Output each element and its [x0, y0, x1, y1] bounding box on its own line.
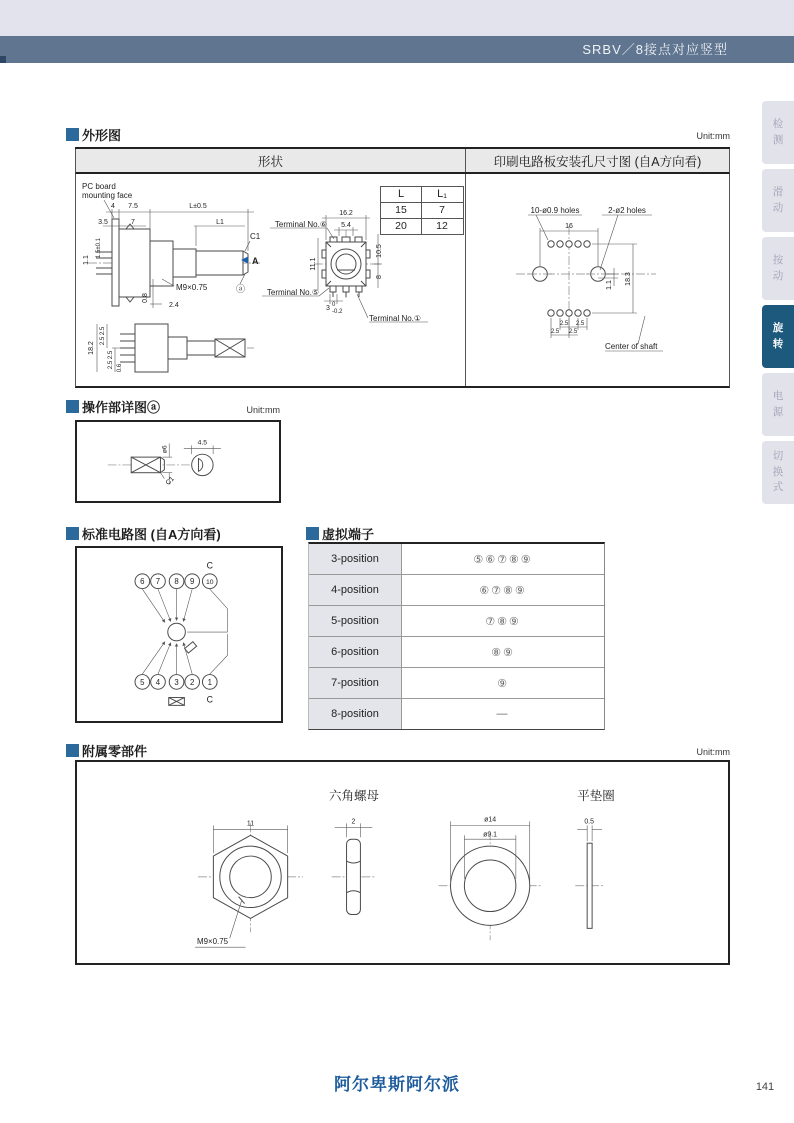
dim-L: L±0.5: [189, 203, 207, 210]
section-operation-title: 操作部详图ⓐ: [82, 399, 161, 415]
table-row: 5-position ⑦⑧⑨: [309, 606, 604, 637]
section-square-icon: [66, 744, 79, 757]
dim-10-5: 10.5: [376, 244, 383, 258]
band-corner-mark: [0, 56, 6, 63]
svg-text:7: 7: [155, 577, 161, 587]
dim-2-5-p2: 2.5: [575, 321, 585, 327]
dim-phi14: ø14: [484, 816, 497, 824]
section-square-icon: [66, 128, 79, 141]
tab-inspect[interactable]: 检测: [762, 101, 794, 164]
dim-c1-operation: C1: [164, 475, 176, 487]
tab-power[interactable]: 电源: [762, 373, 794, 436]
outline-table: [75, 147, 730, 388]
nut-thread-label: M9×0.75: [197, 937, 229, 947]
table-row: 6-position ⑧⑨: [309, 637, 604, 668]
dim-2-5-p1: 2.5: [559, 321, 569, 327]
dim-7: 7: [131, 219, 135, 226]
tab-slide[interactable]: 滑动: [762, 169, 794, 232]
tab-rotary-active[interactable]: 旋转: [762, 305, 794, 368]
dim-2-5-c: 2.5: [108, 350, 114, 360]
unit-label-operation: Unit:mm: [246, 405, 280, 415]
dim-2-5-d: 2.5: [108, 360, 114, 370]
common-bottom-label: C: [206, 694, 213, 705]
dim-16: 16: [565, 223, 573, 230]
small-holes-label: 10-ø0.9 holes: [530, 206, 580, 215]
dim-3-tol-top: 0: [332, 302, 336, 308]
table-row: 4-position ⑥⑦⑧⑨: [309, 575, 604, 606]
side-tab-bar: [762, 101, 794, 509]
dim-phi6: ø6: [161, 445, 169, 454]
dim-8: 8: [376, 275, 383, 279]
section-square-icon: [66, 527, 79, 540]
col-header-shape: 形状: [76, 149, 466, 172]
section-circuit-header: [66, 526, 221, 540]
dim-1-5: 1.5±0.1: [96, 238, 102, 258]
dim-4: 4: [111, 203, 115, 210]
l-table-row: 20 12: [381, 218, 463, 234]
tab-switch[interactable]: 切换式: [762, 441, 794, 504]
nut-title: 六角螺母: [328, 789, 379, 803]
circuit-drawing: [77, 548, 281, 721]
washer-side: [575, 818, 604, 928]
dim-2-5-a: 2.5: [100, 326, 106, 336]
section-square-icon: [306, 527, 319, 540]
terminal-1-label: Terminal No.①: [369, 314, 422, 323]
terminal-5-label: Terminal No.⑤: [266, 288, 319, 297]
operation-detail-box: [75, 420, 281, 503]
hex-nut-side: [332, 818, 376, 914]
operation-detail-drawing: [77, 422, 279, 501]
section-circuit-title: 标准电路图 (自A方向看): [82, 526, 221, 542]
hex-nut-front: [195, 820, 303, 947]
svg-text:1: 1: [207, 677, 212, 687]
pc-board-label-1: PC board: [82, 182, 116, 191]
pcb-hole-drawing: [466, 174, 730, 386]
big-holes-label: 2-ø2 holes: [608, 206, 646, 215]
dim-2: 2: [351, 818, 356, 826]
tab-push[interactable]: 按动: [762, 237, 794, 300]
section-operation-header: [66, 399, 160, 413]
dim-11: 11: [246, 820, 255, 828]
svg-text:5: 5: [140, 677, 145, 687]
common-top-label: C: [206, 560, 213, 571]
a-direction-label: A: [252, 256, 259, 266]
dim-1-1-pcb: 1.1: [606, 280, 613, 290]
washer-front: [439, 816, 542, 940]
dim-1-1: 1.1: [83, 255, 90, 265]
center-of-shaft-label: Center of shaft: [605, 342, 658, 351]
top-band: [0, 0, 794, 36]
dim-2-5-p3: 2.5: [550, 329, 560, 335]
section-outline-header: [66, 127, 121, 141]
dim-18-2: 18.2: [88, 341, 95, 355]
section-outline-title: 外形图: [82, 127, 122, 143]
side-view: [82, 182, 261, 309]
label-c1: C1: [250, 232, 261, 241]
svg-text:4: 4: [155, 677, 161, 687]
dim-5-4: 5.4: [341, 222, 351, 229]
dim-2-5-b: 2.5: [100, 336, 106, 346]
page-title: SRBV／8接点对应竖型: [582, 42, 728, 57]
virtual-terminal-table: [308, 542, 605, 730]
l1-header: L₁: [437, 188, 447, 200]
l-table-header: [381, 187, 463, 202]
section-virtual-title: 虚拟端子: [322, 526, 375, 542]
dim-18-3: 18.3: [625, 272, 632, 286]
l-table-row: 15 7: [381, 202, 463, 218]
accessories-box: [75, 760, 730, 965]
svg-text:10: 10: [205, 579, 214, 587]
dim-0-6: 0.6: [117, 363, 123, 373]
rotor-hub: [168, 623, 186, 641]
dim-phi9-1: ø9.1: [483, 831, 498, 839]
svg-text:6: 6: [140, 577, 145, 587]
operation-dims2: [184, 445, 221, 454]
pin-side-view: [88, 324, 254, 372]
dim-0-8: 0.8: [142, 293, 149, 303]
section-accessories-title: 附属零部件: [82, 743, 148, 759]
accessories-drawing: [77, 762, 728, 963]
dim-2-4: 2.4: [169, 302, 179, 309]
svg-text:3: 3: [174, 677, 179, 687]
washer-title: 平垫圈: [577, 789, 615, 803]
unit-label-outline: Unit:mm: [696, 131, 730, 141]
brand-logo-text: 阿尔卑斯阿尔派: [334, 1075, 460, 1094]
wiper-contact: [185, 642, 197, 653]
section-virtual-header: [306, 526, 374, 540]
table-row: 7-position ⑨: [309, 668, 604, 699]
label-m9: M9×0.75: [176, 283, 208, 292]
dim-16-2: 16.2: [339, 210, 353, 217]
pc-board-label-2: mounting face: [82, 191, 133, 200]
svg-text:2: 2: [190, 677, 195, 687]
dim-3-5: 3.5: [98, 219, 108, 226]
dim-11-1: 11.1: [310, 257, 317, 271]
outline-table-header: [75, 149, 730, 174]
table-row: 8-position —: [309, 699, 604, 729]
terminal-circles-top: [135, 574, 217, 589]
circuit-box: [75, 546, 283, 723]
l-dimension-table: [380, 186, 464, 235]
col-header-pcb: 印刷电路板安装孔尺寸图 (自A方向看): [493, 154, 702, 169]
dim-3-tol-bottom: -0.2: [332, 309, 343, 315]
svg-text:8: 8: [174, 577, 179, 587]
section-accessories-header: [66, 743, 147, 757]
label-circle-a: ⓐ: [236, 284, 246, 294]
svg-text:9: 9: [190, 577, 195, 587]
dim-3: 3: [326, 305, 330, 312]
shaft-symbol: [169, 698, 185, 706]
l-header: L: [381, 187, 422, 202]
page-number: 141: [755, 1081, 775, 1093]
dim-L1: L1: [216, 219, 224, 226]
dim-4-5: 4.5: [197, 439, 208, 447]
dim-0-5: 0.5: [584, 818, 594, 826]
table-row: 3-position ⑤⑥⑦⑧⑨: [309, 544, 604, 575]
header-band: [0, 36, 794, 63]
terminal-circles-bottom: [135, 675, 217, 690]
dim-7-5: 7.5: [128, 203, 138, 210]
section-square-icon: [66, 400, 79, 413]
terminal-6-label: Terminal No.⑥: [274, 220, 327, 229]
dim-2-5-p4: 2.5: [568, 329, 578, 335]
unit-label-accessories: Unit:mm: [696, 747, 730, 757]
